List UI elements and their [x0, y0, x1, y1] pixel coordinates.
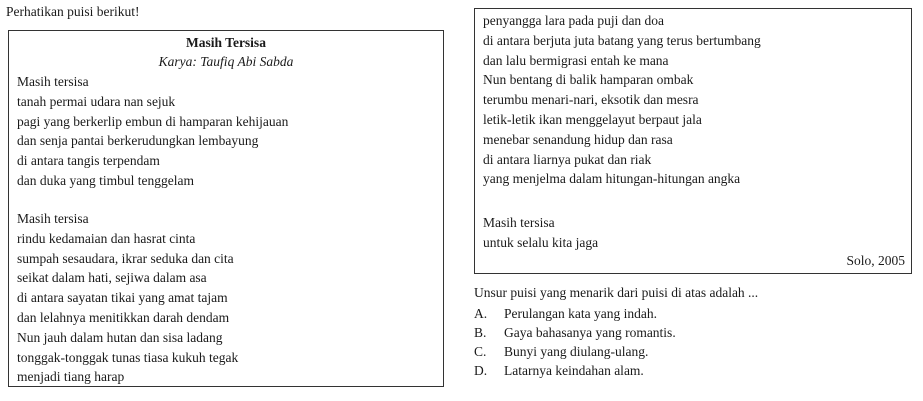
option-letter: B. — [474, 325, 487, 340]
poem-line: di antara tangis terpendam — [17, 153, 160, 169]
poem-line: untuk selalu kita jaga — [483, 234, 599, 250]
poem-line: di antara sayatan tikai yang amat tajam — [17, 290, 228, 306]
stanza-1 — [17, 72, 288, 191]
poem-line: menebar senandung hidup dan rasa — [483, 131, 673, 147]
poem-line: tanah permai udara nan sejuk — [17, 93, 176, 109]
poem-line: penyangga lara pada puji dan doa — [483, 13, 665, 28]
poem-box-right — [474, 8, 912, 274]
stanza-2 — [17, 209, 238, 387]
option-text: Perulangan kata yang indah. — [504, 306, 657, 321]
option-a[interactable] — [474, 304, 676, 323]
poem-line: Masih tersisa — [17, 74, 89, 89]
option-text: Bunyi yang diulang-ulang. — [504, 344, 649, 359]
option-b[interactable] — [474, 323, 676, 342]
poem-line: dan duka yang timbul tenggelam — [17, 172, 194, 188]
option-letter: C. — [474, 344, 487, 359]
question-text: Unsur puisi yang menarik dari puisi di atas adalah ... — [474, 285, 759, 300]
poem-box-left — [8, 30, 444, 387]
instruction-text: Perhatikan puisi berikut! — [6, 4, 140, 19]
poem-line: terumbu menari-nari, eksotik dan mesra — [483, 92, 699, 108]
answer-options — [474, 304, 676, 380]
stanza-3 — [483, 11, 761, 189]
poem-line: di antara liarnya pukat dan riak — [483, 151, 652, 167]
poem-line: menjadi tiang harap — [17, 369, 125, 385]
poem-title: Masih Tersisa — [186, 35, 266, 50]
poem-author: Karya: Taufiq Abi Sabda — [158, 54, 294, 69]
option-d[interactable] — [474, 361, 676, 380]
poem-line: dan senja pantai berkerudungkan lembayung — [17, 133, 259, 149]
option-text: Latarnya keindahan alam. — [504, 363, 644, 378]
poem-line: letik-letik ikan menggelayut berpaut jala — [483, 111, 702, 127]
poem-line: dan lelahnya menitikkan darah dendam — [17, 309, 230, 325]
poem-line: seikat dalam hati, sejiwa dalam asa — [17, 270, 207, 286]
poem-line: dan lalu bermigrasi entah ke mana — [483, 52, 669, 68]
poem-signature: Solo, 2005 — [846, 253, 905, 268]
poem-line: Masih tersisa — [17, 211, 89, 226]
poem-line: Masih tersisa — [483, 215, 555, 230]
poem-line: Nun bentang di balik hamparan ombak — [483, 72, 694, 88]
option-text: Gaya bahasanya yang romantis. — [504, 325, 676, 340]
poem-line: rindu kedamaian dan hasrat cinta — [17, 230, 196, 246]
poem-line: sumpah sesaudara, ikrar seduka dan cita — [17, 250, 234, 266]
option-c[interactable] — [474, 342, 676, 361]
poem-line: yang menjelma dalam hitungan-hitungan angka — [483, 171, 741, 187]
poem-line: di antara berjuta juta batang yang terus bertumbang — [483, 32, 761, 48]
poem-line: pagi yang berkerlip embun di hamparan kehijauan — [17, 113, 289, 129]
option-letter: D. — [474, 363, 488, 378]
option-letter: A. — [474, 306, 488, 321]
poem-line: tonggak-tonggak tunas tiasa kukuh tegak — [17, 349, 239, 365]
poem-line: Nun jauh dalam hutan dan sisa ladang — [17, 329, 223, 345]
stanza-4 — [483, 213, 598, 253]
